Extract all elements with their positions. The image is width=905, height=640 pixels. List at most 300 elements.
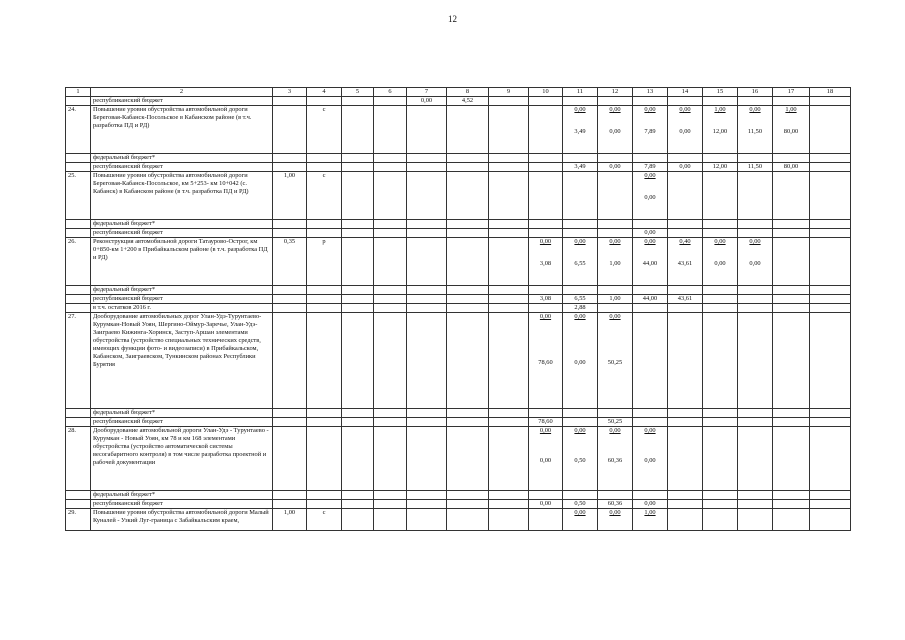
table-cell — [598, 154, 633, 163]
table-cell: 80,00 — [773, 163, 810, 172]
table-row — [66, 286, 851, 295]
table-cell — [273, 229, 307, 238]
table-cell — [703, 304, 738, 313]
table-row — [66, 229, 851, 238]
table-cell — [563, 491, 598, 500]
table-cell: федеральный бюджет* — [91, 220, 273, 229]
table-cell: республиканский бюджет — [91, 418, 273, 427]
table-cell — [773, 295, 810, 304]
table-cell — [703, 427, 738, 491]
table-cell — [738, 172, 773, 220]
table-cell — [447, 427, 489, 491]
table-cell — [489, 286, 529, 295]
table-cell — [489, 172, 529, 220]
table-cell — [447, 509, 489, 531]
value-planned: 0,00 — [609, 238, 621, 245]
table-cell — [489, 418, 529, 427]
table-cell — [273, 286, 307, 295]
column-header: 15 — [703, 88, 738, 97]
value-cost: 12,00 — [712, 128, 728, 135]
table-row — [66, 313, 851, 409]
table-cell — [66, 163, 91, 172]
table-cell — [374, 286, 407, 295]
table-cell — [810, 295, 851, 304]
table-cell — [307, 286, 342, 295]
table-cell — [407, 491, 447, 500]
table-cell — [598, 238, 633, 286]
table-cell — [407, 229, 447, 238]
table-cell — [668, 409, 703, 418]
table-cell — [668, 154, 703, 163]
table-cell — [810, 220, 851, 229]
table-cell — [374, 313, 407, 409]
table-cell — [563, 220, 598, 229]
table-cell: республиканский бюджет — [91, 229, 273, 238]
table-cell: с — [307, 172, 342, 220]
table-cell: 0,50 — [563, 500, 598, 509]
table-cell — [703, 409, 738, 418]
table-cell — [66, 154, 91, 163]
table-cell — [342, 154, 374, 163]
table-cell — [66, 229, 91, 238]
value-cost: 0,00 — [749, 260, 761, 267]
table-cell — [374, 304, 407, 313]
table-cell — [773, 220, 810, 229]
table-cell — [633, 304, 668, 313]
value-cost: 44,00 — [642, 260, 658, 267]
table-cell — [374, 172, 407, 220]
table-cell — [703, 509, 738, 531]
table-cell — [563, 286, 598, 295]
table-cell — [598, 427, 633, 491]
table-cell: 1,00 — [273, 509, 307, 531]
table-cell — [407, 286, 447, 295]
table-cell — [489, 229, 529, 238]
table-cell: 6,55 — [563, 295, 598, 304]
table-cell: 7,89 — [633, 163, 668, 172]
value-cost: 0,00 — [609, 128, 621, 135]
table-cell — [633, 220, 668, 229]
table-cell: 12,00 — [703, 163, 738, 172]
table-cell — [668, 106, 703, 154]
table-cell: 0,00 — [633, 229, 668, 238]
table-cell — [342, 500, 374, 509]
table-cell — [668, 97, 703, 106]
table-cell — [374, 106, 407, 154]
table-cell — [407, 509, 447, 531]
table-cell — [738, 97, 773, 106]
table-cell — [489, 304, 529, 313]
column-header: 14 — [668, 88, 703, 97]
table-cell — [773, 238, 810, 286]
table-cell — [598, 172, 633, 220]
column-header: 2 — [91, 88, 273, 97]
column-header: 17 — [773, 88, 810, 97]
table-cell — [273, 427, 307, 491]
table-cell — [703, 106, 738, 154]
table-cell — [407, 500, 447, 509]
value-cost: 11,50 — [747, 128, 763, 135]
table-cell: 78,60 — [529, 418, 563, 427]
table-cell — [447, 286, 489, 295]
table-row — [66, 238, 851, 286]
table-row — [66, 106, 851, 154]
table-cell: р — [307, 238, 342, 286]
table-cell — [668, 509, 703, 531]
table-cell — [374, 238, 407, 286]
table-cell — [703, 313, 738, 409]
table-cell — [374, 220, 407, 229]
table-cell — [489, 491, 529, 500]
table-cell: Повышение уровня обустройства автомобильной дороги Береговая-Кабанск-Посольское, км 5+253- км 10+042 (с. Кабанск) в Кабанском районе (в т.ч. разработка ПД и РД) — [91, 172, 273, 220]
table-cell: федеральный бюджет* — [91, 154, 273, 163]
value-planned: 0,00 — [679, 106, 691, 113]
table-cell — [668, 238, 703, 286]
table-cell — [66, 409, 91, 418]
table-cell — [66, 304, 91, 313]
column-header: 4 — [307, 88, 342, 97]
value-planned: 0,00 — [574, 106, 586, 113]
table-cell: 11,50 — [738, 163, 773, 172]
column-header: 16 — [738, 88, 773, 97]
value-planned: 0,00 — [609, 106, 621, 113]
table-cell — [273, 304, 307, 313]
table-cell — [810, 304, 851, 313]
table-cell: 3,49 — [563, 163, 598, 172]
value-planned: 0,00 — [644, 427, 656, 434]
table-cell — [447, 106, 489, 154]
table-cell — [307, 97, 342, 106]
table-cell — [307, 154, 342, 163]
table-cell — [529, 163, 563, 172]
table-cell — [374, 295, 407, 304]
table-cell — [738, 304, 773, 313]
column-header: 1 — [66, 88, 91, 97]
table-cell: 50,25 — [598, 418, 633, 427]
table-cell — [307, 500, 342, 509]
table-cell — [703, 172, 738, 220]
table-cell: 3,08 — [529, 295, 563, 304]
table-cell — [598, 491, 633, 500]
table-cell — [273, 106, 307, 154]
table-cell — [407, 154, 447, 163]
value-planned: 0,00 — [644, 172, 656, 179]
table-cell — [668, 427, 703, 491]
table-cell — [307, 491, 342, 500]
table-cell: республиканский бюджет — [91, 295, 273, 304]
table-cell: 26. — [66, 238, 91, 286]
table-cell — [810, 238, 851, 286]
table-cell — [407, 313, 447, 409]
page-number: 12 — [448, 14, 457, 24]
table-cell — [738, 491, 773, 500]
table-cell — [810, 313, 851, 409]
table-cell — [273, 418, 307, 427]
table-cell — [407, 106, 447, 154]
column-header: 6 — [374, 88, 407, 97]
table-cell — [703, 154, 738, 163]
table-row — [66, 154, 851, 163]
table-cell — [529, 220, 563, 229]
table-cell — [374, 427, 407, 491]
table-cell: 43,61 — [668, 295, 703, 304]
table-cell — [529, 238, 563, 286]
value-planned: 0,00 — [714, 238, 726, 245]
table-cell — [342, 304, 374, 313]
table-cell — [374, 418, 407, 427]
table-cell — [810, 172, 851, 220]
value-planned: 0,00 — [539, 427, 552, 434]
table-cell — [810, 97, 851, 106]
table-cell — [66, 220, 91, 229]
table-cell — [342, 286, 374, 295]
table-cell: Повышение уровня обустройства автомобильной дороги Малый Куналей - Узкий Луг-граница с Забайкальским краем, — [91, 509, 273, 531]
table-cell — [342, 238, 374, 286]
table-cell — [563, 313, 598, 409]
table-cell — [810, 418, 851, 427]
table-cell — [563, 106, 598, 154]
table-cell — [529, 106, 563, 154]
table-cell — [447, 220, 489, 229]
table-cell — [273, 491, 307, 500]
table-header-row — [66, 88, 851, 97]
table-cell — [489, 106, 529, 154]
value-cost: 43,61 — [677, 260, 693, 267]
table-cell — [529, 154, 563, 163]
table-row — [66, 220, 851, 229]
table-cell — [738, 295, 773, 304]
table-cell — [810, 427, 851, 491]
table-cell — [563, 409, 598, 418]
table-cell — [633, 313, 668, 409]
table-cell — [307, 220, 342, 229]
table-cell — [307, 304, 342, 313]
table-cell — [738, 286, 773, 295]
table-cell — [668, 491, 703, 500]
table-cell — [489, 427, 529, 491]
table-cell — [66, 491, 91, 500]
table-cell — [563, 229, 598, 238]
table-cell: федеральный бюджет* — [91, 491, 273, 500]
table-cell — [273, 154, 307, 163]
table-cell — [633, 238, 668, 286]
table-cell — [342, 313, 374, 409]
table-cell — [703, 220, 738, 229]
table-cell — [407, 238, 447, 286]
value-planned: 0,00 — [574, 313, 586, 320]
table-cell — [342, 509, 374, 531]
table-cell — [773, 313, 810, 409]
table-cell — [447, 313, 489, 409]
value-cost: 3,49 — [574, 128, 586, 135]
table-cell — [529, 427, 563, 491]
table-cell — [273, 295, 307, 304]
table-cell — [307, 229, 342, 238]
table-cell: 4,52 — [447, 97, 489, 106]
table-cell — [738, 154, 773, 163]
table-cell — [447, 500, 489, 509]
table-cell — [633, 427, 668, 491]
table-cell — [273, 220, 307, 229]
table-cell — [773, 172, 810, 220]
value-planned: 0,00 — [644, 106, 656, 113]
value-planned: 0,00 — [609, 313, 621, 320]
table-cell — [342, 220, 374, 229]
value-cost: 80,00 — [783, 128, 799, 135]
table-cell — [703, 295, 738, 304]
table-cell: 1,00 — [273, 172, 307, 220]
table-cell — [407, 304, 447, 313]
table-cell: Дооборудование автомобильной дороги Улан-Удэ - Турунтаево - Курумкан - Новый Уоян, км 78 и км 168 элементами обустройства (устройство автоматической системы весогабаритного контроля) в том числе разработка проектной и рабочей документации — [91, 427, 273, 491]
table-cell — [407, 172, 447, 220]
table-cell — [810, 286, 851, 295]
value-planned: 0,00 — [574, 427, 586, 434]
table-cell — [529, 313, 563, 409]
table-cell — [738, 229, 773, 238]
table-cell — [273, 97, 307, 106]
table-cell — [563, 238, 598, 286]
table-cell — [342, 229, 374, 238]
table-cell — [447, 409, 489, 418]
table-cell — [447, 295, 489, 304]
table-cell — [307, 427, 342, 491]
table-cell — [407, 409, 447, 418]
table-cell — [563, 97, 598, 106]
table-cell — [529, 286, 563, 295]
table-cell — [66, 500, 91, 509]
table-cell — [633, 97, 668, 106]
table-cell — [703, 238, 738, 286]
table-cell — [668, 304, 703, 313]
table-cell — [738, 500, 773, 509]
table-cell — [273, 163, 307, 172]
table-row — [66, 491, 851, 500]
table-cell — [738, 313, 773, 409]
column-header: 8 — [447, 88, 489, 97]
table-cell — [810, 409, 851, 418]
table-cell — [703, 97, 738, 106]
table-cell — [489, 509, 529, 531]
table-cell — [668, 172, 703, 220]
table-cell: с — [307, 509, 342, 531]
table-cell — [273, 500, 307, 509]
table-cell: 0,00 — [529, 500, 563, 509]
table-cell — [668, 286, 703, 295]
table-cell — [738, 427, 773, 491]
table-cell — [374, 97, 407, 106]
value-planned: 0,40 — [679, 238, 691, 245]
table-cell — [447, 154, 489, 163]
table-cell — [342, 427, 374, 491]
value-cost: 7,89 — [644, 128, 656, 135]
value-cost: 6,55 — [574, 260, 586, 267]
table-cell — [563, 427, 598, 491]
value-cost: 0,00 — [539, 457, 552, 464]
table-cell: Дооборудование автомобильных дорог Улан-Удэ-Турунтаево-Курумкан-Новый Уоян, Шергино-Оймур-Заречье, Улан-Удэ-Заиграево Кижинга-Хоринск, Заступ-Аршан элементами обустройства (устройство специальных технических средств, имеющих функции фото- и видеозаписи) в Прибайкальском, Кабанском, Заиграевском, Тункинском районах Республики Бурятия — [91, 313, 273, 409]
table-cell — [407, 295, 447, 304]
table-cell: с — [307, 106, 342, 154]
table-cell — [633, 418, 668, 427]
table-cell — [489, 163, 529, 172]
value-planned: 0,00 — [749, 238, 761, 245]
table-cell — [529, 172, 563, 220]
value-cost: 0,00 — [679, 128, 691, 135]
table-cell: 25. — [66, 172, 91, 220]
table-cell — [773, 154, 810, 163]
column-header: 10 — [529, 88, 563, 97]
table-cell — [374, 509, 407, 531]
table-cell — [773, 491, 810, 500]
table-cell — [529, 304, 563, 313]
table-cell — [273, 313, 307, 409]
value-planned: 1,00 — [785, 106, 797, 113]
table-cell: 0,00 — [598, 509, 633, 531]
table-cell — [668, 220, 703, 229]
table-row — [66, 304, 851, 313]
table-cell: 0,00 — [633, 500, 668, 509]
table-cell — [307, 313, 342, 409]
table-cell: 24. — [66, 106, 91, 154]
value-cost: 50,25 — [607, 359, 623, 366]
table-cell: 1,00 — [598, 295, 633, 304]
table-cell — [810, 509, 851, 531]
table-cell — [633, 409, 668, 418]
table-cell — [598, 229, 633, 238]
table-cell — [598, 220, 633, 229]
table-cell — [598, 409, 633, 418]
table-cell — [773, 427, 810, 491]
table-cell — [342, 97, 374, 106]
table-cell — [633, 106, 668, 154]
value-cost: 0,00 — [714, 260, 726, 267]
table-cell — [703, 500, 738, 509]
table-cell — [407, 220, 447, 229]
table-cell — [489, 295, 529, 304]
table-row — [66, 172, 851, 220]
table-cell: в т.ч. остатков 2016 г. — [91, 304, 273, 313]
table-cell: 0,00 — [407, 97, 447, 106]
column-header: 18 — [810, 88, 851, 97]
table-cell — [489, 154, 529, 163]
table-cell: 27. — [66, 313, 91, 409]
table-cell — [810, 229, 851, 238]
table-cell — [374, 500, 407, 509]
column-header: 9 — [489, 88, 529, 97]
table-cell — [374, 491, 407, 500]
value-cost: 0,00 — [644, 194, 656, 201]
value-cost: 0,50 — [574, 457, 586, 464]
table-cell — [489, 313, 529, 409]
column-header: 3 — [273, 88, 307, 97]
table-cell — [374, 409, 407, 418]
table-cell — [738, 509, 773, 531]
table-cell — [307, 409, 342, 418]
table-cell — [668, 500, 703, 509]
table-cell — [773, 286, 810, 295]
table-cell — [810, 491, 851, 500]
table-cell: 60,36 — [598, 500, 633, 509]
table-row — [66, 427, 851, 491]
budget-table — [65, 87, 851, 531]
table-row — [66, 500, 851, 509]
table-cell — [447, 172, 489, 220]
value-planned: 0,00 — [574, 238, 586, 245]
column-header: 12 — [598, 88, 633, 97]
table-cell — [598, 106, 633, 154]
table-cell — [66, 97, 91, 106]
table-cell — [703, 229, 738, 238]
table-cell: республиканский бюджет — [91, 500, 273, 509]
